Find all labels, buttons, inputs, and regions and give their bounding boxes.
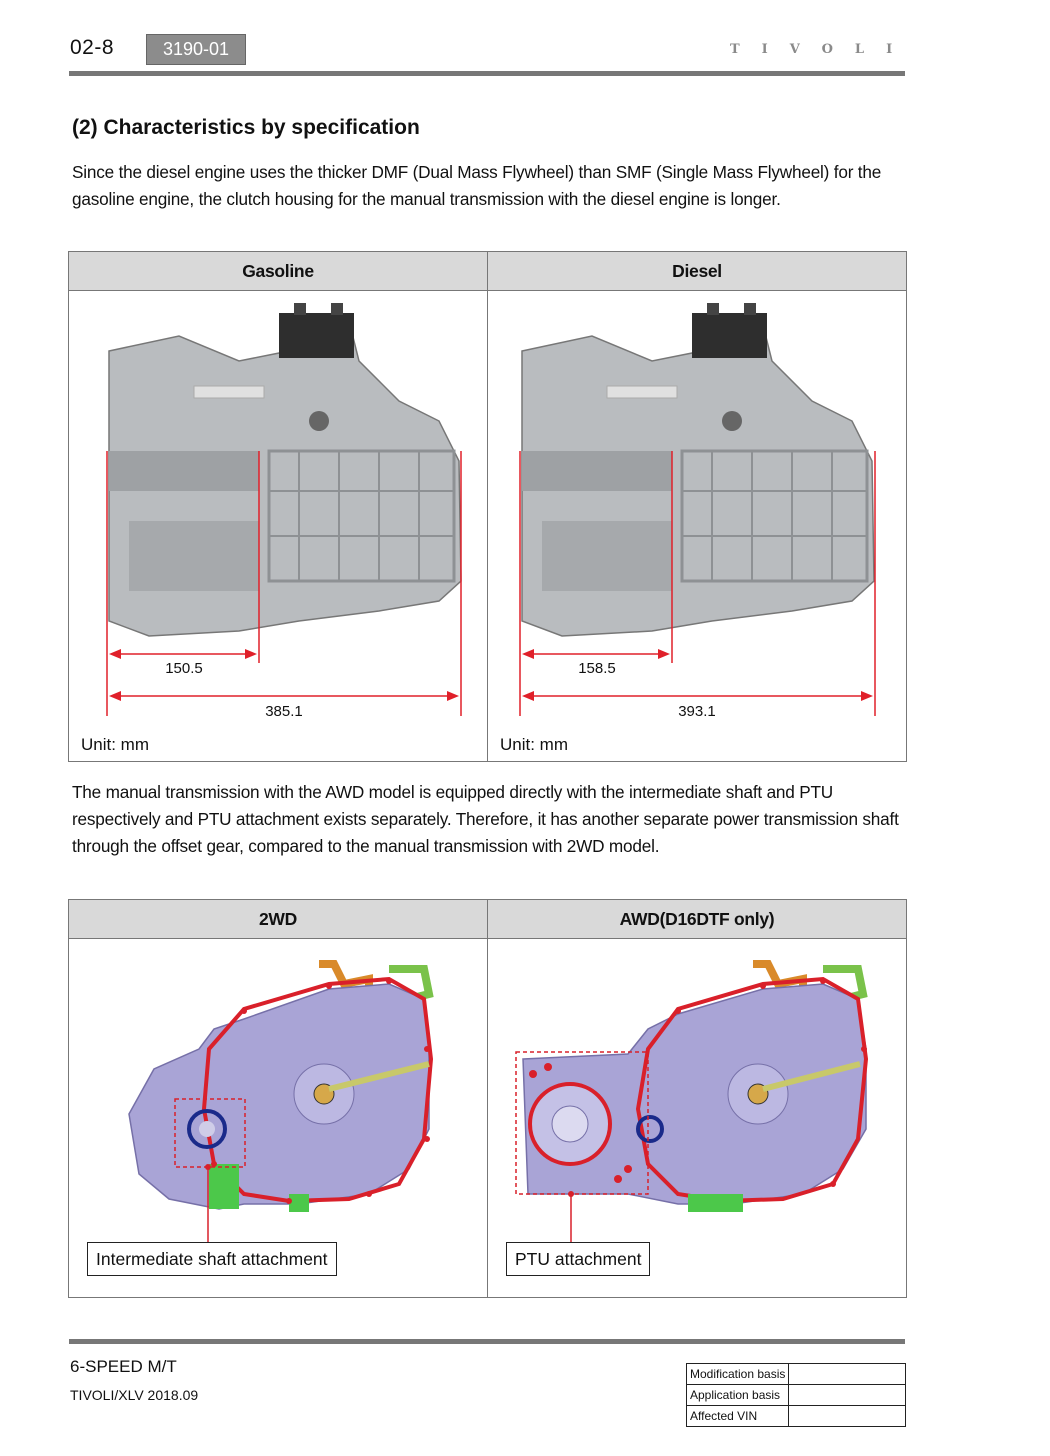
affected-vin-value (789, 1406, 906, 1427)
footer-title: 6-SPEED M/T (70, 1357, 177, 1376)
column-header-2wd: 2WD (69, 900, 488, 939)
footer-rule (69, 1339, 905, 1344)
diesel-unit-label: Unit: mm (500, 735, 568, 754)
ptu-callout: PTU attachment (506, 1242, 650, 1276)
gasoline-unit-label: Unit: mm (81, 735, 149, 754)
header-rule (69, 71, 905, 76)
engine-comparison-table (68, 251, 907, 762)
modification-table (686, 1363, 906, 1427)
table-row (687, 1406, 906, 1427)
transmission-illustration (522, 303, 874, 636)
column-header-awd: AWD(D16DTF only) (488, 900, 907, 939)
brand-header: TIVOLI (730, 42, 915, 57)
transmission-illustration (109, 303, 461, 636)
table-row (687, 1385, 906, 1406)
application-basis-label: Application basis (687, 1385, 789, 1406)
gasoline-cell (69, 291, 488, 762)
page-number: 02-8 (70, 36, 115, 59)
awd-cell (488, 939, 907, 1298)
section-heading: (2) Characteristics by specification (72, 116, 420, 139)
gasoline-short-dimension: 150.5 (165, 660, 203, 677)
intermediate-shaft-callout: Intermediate shaft attachment (87, 1242, 337, 1276)
column-header-gasoline: Gasoline (69, 252, 488, 291)
modification-basis-value (789, 1364, 906, 1385)
intro-paragraph: Since the diesel engine uses the thicker DMF (Dual Mass Flywheel) than SMF (Single Mass Flywheel) for the gasoline engine, the clutch housing for the manual transmission with the diesel engine is longer. (72, 162, 882, 209)
gasoline-long-dimension: 385.1 (265, 703, 303, 720)
drive-comparison-table (68, 899, 907, 1298)
awd-paragraph: The manual transmission with the AWD model is equipped directly with the intermediate shaft and PTU respectively and PTU attachment exists separately. Therefore, it has another separate power transmission shaft through the offset gear, compared to the manual transmission with 2WD model. (72, 782, 899, 856)
diesel-transmission-image (488, 291, 906, 761)
diesel-short-dimension: 158.5 (578, 660, 616, 677)
application-basis-value (789, 1385, 906, 1406)
footer-subtitle: TIVOLI/XLV 2018.09 (70, 1387, 199, 1403)
column-header-diesel: Diesel (488, 252, 907, 291)
diesel-cell (488, 291, 907, 762)
gasoline-transmission-image (69, 291, 487, 761)
table-row (687, 1364, 906, 1385)
2wd-cell (69, 939, 488, 1298)
modification-basis-label: Modification basis (687, 1364, 789, 1385)
diesel-long-dimension: 393.1 (678, 703, 716, 720)
section-code-badge: 3190-01 (146, 34, 246, 65)
affected-vin-label: Affected VIN (687, 1406, 789, 1427)
